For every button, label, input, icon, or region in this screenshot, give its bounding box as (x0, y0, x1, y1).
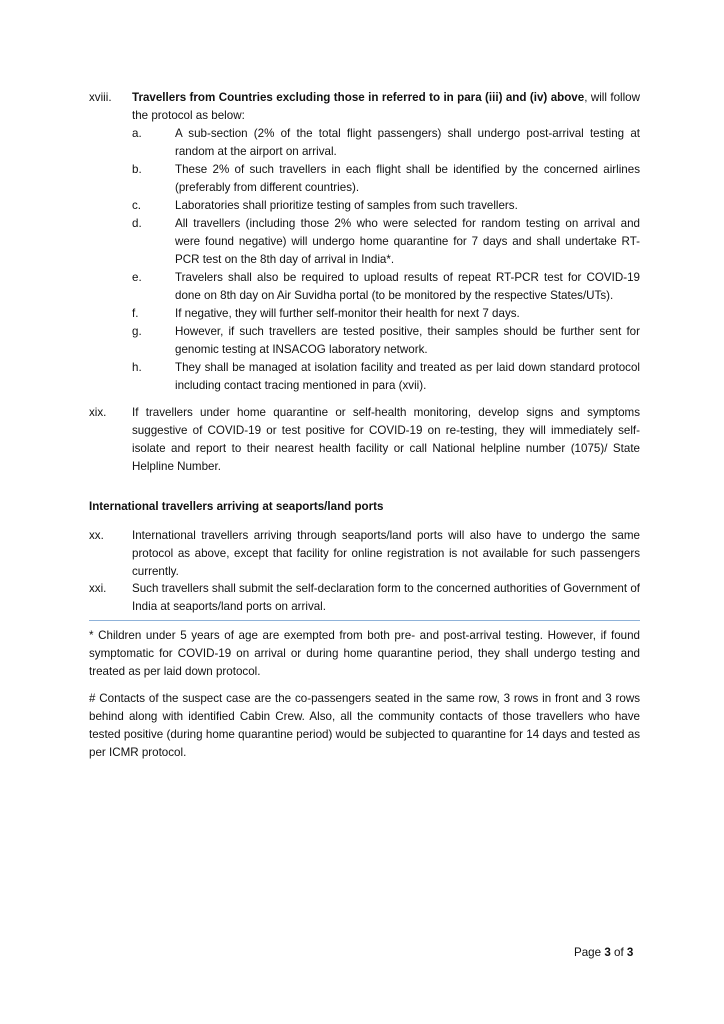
item-number: xviii. (89, 91, 112, 104)
subitem-letter: a. (132, 127, 142, 140)
subitem-c (132, 197, 640, 215)
subitem-text: They shall be managed at isolation facility and treated as per laid down standard protocol including contact tracing mentioned in para (xvii). (175, 361, 640, 392)
subitem-text: A sub-section (2% of the total flight passengers) shall undergo post-arrival testing at random at the airport on arrival. (175, 127, 640, 158)
item-number: xx. (89, 529, 104, 542)
item-number: xxi. (89, 582, 107, 595)
item-xx (89, 527, 640, 581)
footnote-divider (89, 620, 640, 621)
item-xviii-heading: Travellers from Countries excluding those in referred to in para (iii) and (iv) above (132, 91, 585, 104)
subitem-letter: h. (132, 361, 142, 374)
item-xviii-rest: , will follow the protocol as below: (132, 91, 640, 122)
item-xviii (89, 89, 640, 395)
subitem-a (132, 125, 640, 161)
subitem-g (132, 323, 640, 359)
subitem-text: If negative, they will further self-monitor their health for next 7 days. (175, 307, 520, 320)
item-xxi (89, 580, 640, 616)
item-xxi-text: Such travellers shall submit the self-declaration form to the concerned authorities of Government of India at seaports/land ports on arrival. (132, 582, 640, 613)
item-xviii-intro (132, 89, 640, 125)
footnote-star: * Children under 5 years of age are exempted from both pre- and post-arrival testing. However, if found symptomatic for COVID-19 on arrival or during home quarantine period, they shall undergo testing and treated as per laid down protocol. (89, 629, 640, 678)
subitem-text: Travelers shall also be required to upload results of repeat RT-PCR test for COVID-19 done on 8th day on Air Suvidha portal (to be monitored by the respective States/UTs). (175, 271, 640, 302)
subitem-text: All travellers (including those 2% who were selected for random testing on arrival and were found negative) will undergo home quarantine for 7 days and shall undertake RT-PCR test on the 8th day of arrival in India*. (175, 217, 640, 266)
subitem-letter: g. (132, 325, 142, 338)
subitem-letter: e. (132, 271, 142, 284)
item-xix-text: If travellers under home quarantine or self-health monitoring, develop signs and symptoms suggestive of COVID-19 or test positive for COVID-19 on re-testing, they will immediately self-isolate and report to their nearest health facility or call National helpline number (1075)/ State Helpline Number. (132, 406, 640, 473)
page-current: 3 (604, 946, 611, 959)
subitem-text: However, if such travellers are tested positive, their samples should be further sent for genomic testing at INSACOG laboratory network. (175, 325, 640, 356)
subitem-letter: b. (132, 163, 142, 176)
subitem-text: These 2% of such travellers in each flight shall be identified by the concerned airlines (preferably from different countries). (175, 163, 640, 194)
subitem-f (132, 305, 640, 323)
subitem-text: Laboratories shall prioritize testing of samples from such travellers. (175, 199, 518, 212)
page-total: 3 (626, 946, 634, 959)
item-number: xix. (89, 406, 107, 419)
item-xx-text: International travellers arriving through seaports/land ports will also have to undergo the same protocol as above, except that facility for online registration is not available for such passengers currently. (132, 529, 640, 578)
subitem-letter: d. (132, 217, 142, 230)
footnote-hash: # Contacts of the suspect case are the co-passengers seated in the same row, 3 rows in front and 3 rows behind along with identified Cabin Crew. Also, all the community contacts of those travellers who have tested positive (during home quarantine period) would be subjected to quarantine for 14 days and tested as per ICMR protocol. (89, 692, 640, 759)
subitem-b (132, 161, 640, 197)
subitem-h (132, 359, 640, 395)
page-number (574, 946, 633, 959)
subitem-e (132, 269, 640, 305)
section-heading: International travellers arriving at seaports/land ports (89, 500, 384, 513)
subitem-letter: c. (132, 199, 142, 212)
subitem-letter: f. (132, 307, 139, 320)
item-xix (89, 404, 640, 476)
page-label: Page (574, 946, 602, 959)
page-of: of (614, 946, 624, 959)
subitem-d (132, 215, 640, 269)
